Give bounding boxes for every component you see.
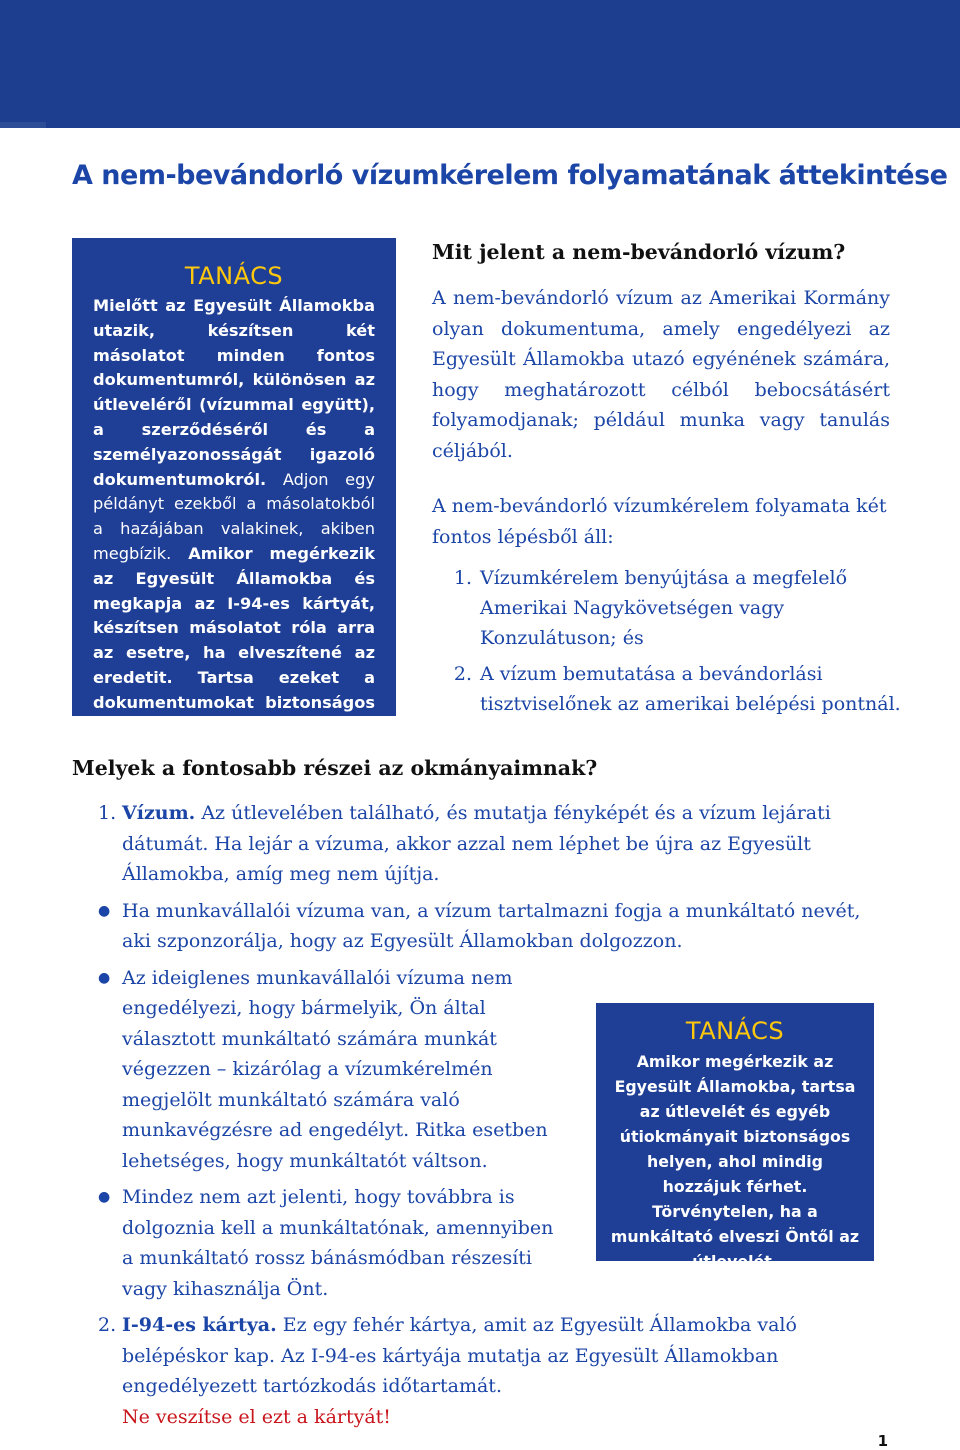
process-step [432,659,902,719]
step-number: 1. [453,567,472,589]
document-item-visa [98,798,868,890]
page-title: A nem-bevándorló vízumkérelem folyamatának áttekintése [72,160,948,191]
tip-text-part2: Adjon egy példányt ezekből a másolatokból a hazájában valakinek, akiben megbízik. [93,469,375,563]
bullet-icon: ● [98,902,111,919]
item-body [122,1310,812,1432]
item-body [122,798,868,890]
section-heading-visa: Mit jelent a nem-bevándorló vízum? [432,240,846,264]
process-step [432,563,902,653]
tip-box-copies [72,238,396,737]
warning-text: Ne veszítse el ezt a kártyát! [122,1405,391,1428]
tip-heading: TANÁCS [184,262,284,290]
tip-text [93,294,375,740]
item-number: 1. [98,802,117,824]
tip-heading: TANÁCS [685,1017,785,1045]
visa-definition-paragraph: A nem-bevándorló vízum az Amerikai Kormány olyan dokumentuma, amely engedélyezi az Egyesült Államokba utazó egyénének számára, hogy meghatározott célból bebocsátásért folyamodjanak; például munka vagy tanulás céljából. [432,287,890,462]
bullet-icon: ● [98,969,111,986]
item-text: Az útlevelében található, és mutatja fényképét és a vízum lejárati dátumát. Ha lejár a vízuma, akkor azzal nem léphet be újra az Egyesült Államokba, amíg meg nem újítja. [122,802,831,885]
item-text: Ez egy fehér kártya, amit az Egyesült Államokba való belépéskor kap. Az I-94-es kártyája mutatja az Egyesült Államokban engedélyezett tartózkodás időtartamát. [122,1314,797,1397]
step-text: Vízumkérelem benyújtása a megfelelő Amerikai Nagykövetségen vagy Konzulátuson; és [480,567,848,649]
item-title: Vízum. [122,802,196,824]
document-item-i94 [98,1310,868,1432]
step-text: A vízum bemutatása a bevándorlási tisztviselőnek az amerikai belépési pontnál. [480,663,901,715]
bullet-item [98,896,868,957]
tip-text-part1: Mielőtt az Egyesült Államokba utazik, készítsen két másolatot minden fontos dokumentumról, különösen az útleveléről (vízummal együtt), a szerződéséről és a személyazonosságát igazoló dokumentumokról. [93,296,375,489]
bullet-text: Mindez nem azt jelenti, hogy továbbra is dolgoznia kell a munkáltatónak, amennyiben a munkáltató rossz bánásmódban részesíti vagy kihasználja Önt. [122,1186,554,1300]
bullet-icon: ● [98,1189,111,1205]
item-title: I-94-es kártya. [122,1314,277,1336]
header-tab-edge [0,122,46,128]
section-heading-documents: Melyek a fontosabb részei az okmányaimnak? [72,756,598,780]
tip-box-passport [596,1003,874,1271]
tip-text-part3: Amikor megérkezik az Egyesült Államokba és megkapja az I-94-es kártyát, készítsen másolatot róla arra az esetre, ha elveszítené az eredetit. Tartsa ezeket a dokumentumokat biztonságos helyen. [93,543,375,737]
bullet-text: Ha munkavállalói vízuma van, a vízum tartalmazni fogja a munkáltató nevét, aki szponzorálja, hogy az Egyesült Államokban dolgozzon. [122,899,861,952]
page-number: 1 [877,1432,888,1450]
process-steps-list [432,563,902,725]
bullet-text: Az ideiglenes munkavállalói vízuma nem engedélyezi, hogy bármelyik, Ön által választott munkáltató számára munkát végezzen – kizárólag a vízumkérelmén megjelölt munkáltató számára való munkavégzésre ad engedélyt. Ritka esetben lehetséges, hogy munkáltatót váltson. [122,966,548,1172]
visa-process-intro: A nem-bevándorló vízumkérelem folyamata két fontos lépésből áll: [432,495,887,548]
step-number: 2. [453,663,472,685]
item-number: 2. [98,1314,117,1336]
header-band [0,0,960,128]
tip-text: Amikor megérkezik az Egyesült Államokba, tartsa az útlevelét és egyéb útiokmányait biztonságos helyen, ahol mindig hozzájuk férhet. Törvénytelen, ha a munkáltató elveszi Öntől az útlevelét. [610,1052,860,1271]
